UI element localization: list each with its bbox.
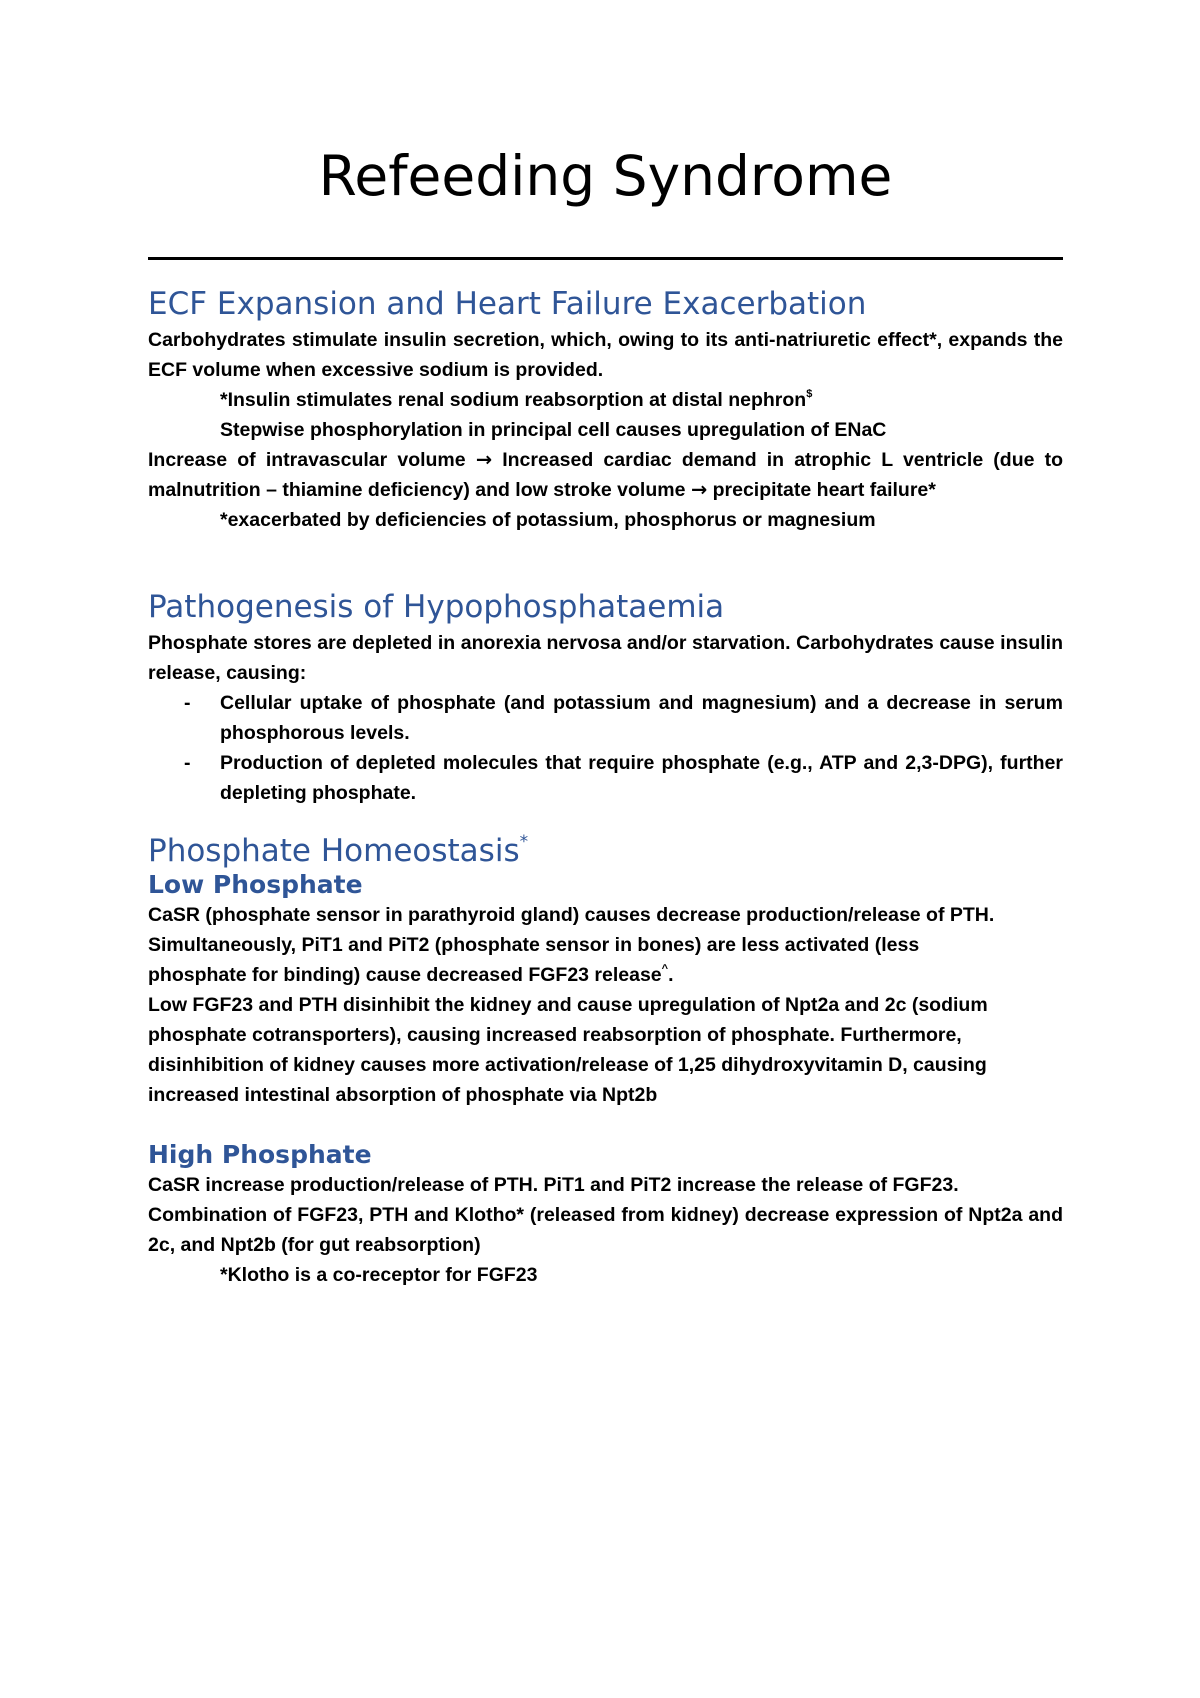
ecf-volume-text-b: Increased cardiac demand in atrophic L ventricle (due to malnutrition – thiamine deficiency) and low stroke volume xyxy=(148,449,1063,501)
hypophosphataemia-heading: Pathogenesis of Hypophosphataemia xyxy=(148,589,725,625)
homeostasis-heading-text: Phosphate Homeostasis xyxy=(148,833,520,869)
low-phosphate-heading: Low Phosphate xyxy=(148,870,363,899)
right-arrow-icon: → xyxy=(475,448,493,471)
list-item-text: Cellular uptake of phosphate (and potassium and magnesium) and a decrease in serum phosphorous levels. xyxy=(220,692,1063,744)
ecf-volume-text-a: Increase of intravascular volume xyxy=(148,449,476,471)
low-phosphate-paragraph: Low FGF23 and PTH disinhibit the kidney and cause upregulation of Npt2a and 2c (sodium phosphate cotransporters), causing increased reabsorption of phosphate. Furthermore, disinhibition of kidney causes more activation/release of 1,25 dihydroxyvitamin D, causing increased intestinal absorption of phosphate via Npt2b xyxy=(148,994,988,1106)
low-phosphate-line-1: CaSR (phosphate sensor in parathyroid gland) causes decrease production/release of PTH. xyxy=(148,904,995,926)
list-item-text: Production of depleted molecules that require phosphate (e.g., ATP and 2,3-DPG), further depleting phosphate. xyxy=(220,752,1063,804)
high-phosphate-note: *Klotho is a co-receptor for FGF23 xyxy=(220,1264,538,1286)
ecf-section xyxy=(148,285,1063,535)
high-phosphate-line-1: CaSR increase production/release of PTH. PiT1 and PiT2 increase the release of FGF23. xyxy=(148,1174,959,1196)
list-item xyxy=(148,748,1063,808)
low-phosphate-line-2: Simultaneously, PiT1 and PiT2 (phosphate sensor in bones) are less activated (less xyxy=(148,934,920,956)
document-title: Refeeding Syndrome xyxy=(318,144,893,208)
high-phosphate-paragraph: Combination of FGF23, PTH and Klotho* (released from kidney) decrease expression of Npt2a and 2c, and Npt2b (for gut reabsorption) xyxy=(148,1204,1063,1256)
ecf-note-insulin xyxy=(148,385,1063,415)
low-phosphate-line-3-text: phosphate for binding) cause decreased FGF23 release xyxy=(148,964,662,986)
homeostasis-heading xyxy=(148,832,1063,870)
ecf-note-enac: Stepwise phosphorylation in principal cell causes upregulation of ENaC xyxy=(220,419,887,441)
document-content xyxy=(148,0,1063,1290)
ecf-paragraph-volume xyxy=(148,445,1063,505)
ecf-note-deficiency: *exacerbated by deficiencies of potassium, phosphorus or magnesium xyxy=(220,509,876,531)
high-phosphate-heading: High Phosphate xyxy=(148,1140,372,1169)
low-phosphate-line-3-mark: ^ xyxy=(661,963,669,975)
title-divider xyxy=(148,257,1063,260)
low-phosphate-line-3 xyxy=(148,960,1063,990)
homeostasis-heading-mark: * xyxy=(519,832,529,852)
bullet-dash: - xyxy=(184,752,191,774)
ecf-note-insulin-mark: $ xyxy=(806,388,813,400)
homeostasis-section xyxy=(148,832,1063,1290)
bullet-dash: - xyxy=(184,692,191,714)
ecf-heading: ECF Expansion and Heart Failure Exacerbation xyxy=(148,286,867,322)
ecf-volume-text-c: precipitate heart failure* xyxy=(707,479,936,501)
list-item xyxy=(148,688,1063,748)
ecf-paragraph: Carbohydrates stimulate insulin secretion, which, owing to its anti-natriuretic effect*, expands the ECF volume when excessive sodium is provided. xyxy=(148,329,1063,381)
right-arrow-icon: → xyxy=(690,478,708,501)
hypophosphataemia-section xyxy=(148,588,1063,808)
hypophosphataemia-paragraph: Phosphate stores are depleted in anorexia nervosa and/or starvation. Carbohydrates cause insulin release, causing: xyxy=(148,632,1063,684)
low-phosphate-line-3-end: . xyxy=(668,964,674,986)
ecf-note-insulin-text: *Insulin stimulates renal sodium reabsorption at distal nephron xyxy=(220,389,807,411)
